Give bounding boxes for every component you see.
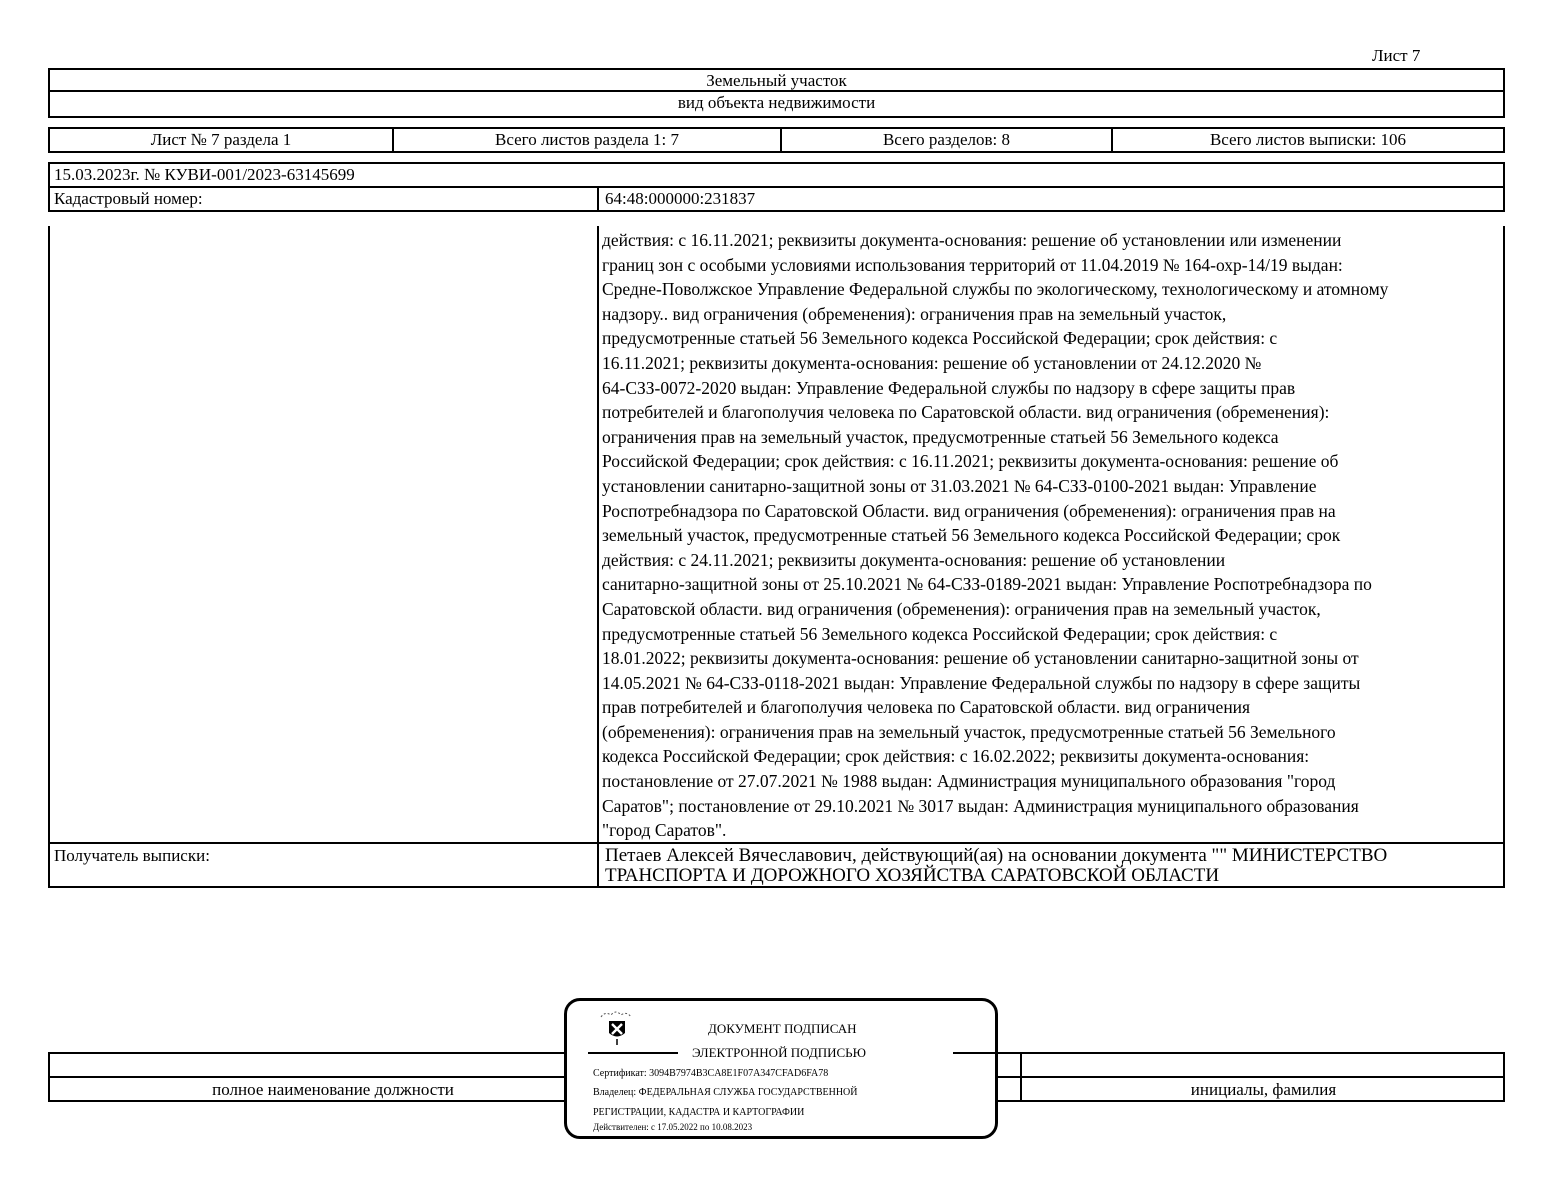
stamp-title-2: ЭЛЕКТРОННОЙ ПОДПИСЬЮ (692, 1045, 866, 1060)
column-divider (597, 226, 599, 844)
stamp-validity: Действителен: с 17.05.2022 по 10.08.2023 (593, 1122, 753, 1132)
recipient-value (601, 844, 1501, 886)
sheet-stats-row (48, 127, 1505, 153)
object-name: Земельный участок (48, 68, 1505, 92)
cadastral-label: Кадастровый номер: (50, 188, 599, 210)
stamp-line-right (953, 1052, 998, 1054)
stamp-owner-2: РЕГИСТРАЦИИ, КАДАСТРА И КАРТОГРАФИИ (593, 1107, 805, 1118)
recipient-line-1: Петаев Алексей Вячеславович, действующий(ая) на основании документа "" МИНИСТЕРСТВО (605, 845, 1388, 866)
name-caption: инициалы, фамилия (1190, 1080, 1337, 1099)
cadastral-number: 64:48:000000:231837 (605, 189, 756, 208)
stamp-certificate: Сертификат: 3094B7974B3CA8E1F07A347CFAD6FA78 (593, 1068, 829, 1079)
position-caption: полное наименование должности (212, 1080, 454, 1099)
recipient-label: Получатель выписки: (50, 844, 599, 886)
recipient-row (48, 842, 1505, 888)
sheet-of-section: Лист № 7 раздела 1 (50, 129, 394, 151)
restrictions-text: действия: с 16.11.2021; реквизиты документа-основания: решение об установлении или изменении границ зон с особыми условиями использования территорий от 11.04.2019 № 164-охр-14/19 выдан: Средне-Поволжское Управление Федеральной службы по экологическому, технологическому и атомному надзору.. вид ограничения (обременения): ограничения прав на земельный участок, предусмотренные статьей 56 Земельного кодекса Российской Федерации; срок действия: с 16.11.2021; реквизиты документа-основания: решение об установлении от 24.12.2020 № 64-СЗЗ-0072-2020 выдан: Управление Федеральной службы по надзору в сфере защиты прав потребителей и благополучия человека по Саратовской области. вид ограничения (обременения): ограничения прав на земельный участок, предусмотренные статьей 56 Земельного кодекса Российской Федерации; срок действия: с 16.11.2021; реквизиты документа-основания: решение об установлении санитарно-защитной зоны от 31.03.2021 № 64-СЗЗ-0100-2021 выдан: Управление Роспотребнадзора по Саратовской Области. вид ограничения (обременения): ограничения прав на земельный участок, предусмотренные статьей 56 Земельного кодекса Российской Федерации; срок действия: с 24.11.2021; реквизиты документа-основания: решение об установлении санитарно-защитной зоны от 25.10.2021 № 64-СЗЗ-0189-2021 выдан: Управление Роспотребнадзора по Саратовской области. вид ограничения (обременения): ограничения прав на земельный участок, предусмотренные статьей 56 Земельного кодекса Российской Федерации; срок действия: с 18.01.2022; реквизиты документа-основания: решение об установлении санитарно-защитной зоны от 14.05.2021 № 64-СЗЗ-0118-2021 выдан: Управление Федеральной службы по надзору в сфере защиты прав потребителей и благополучия человека по Саратовской области. вид ограничения (обременения): ограничения прав на земельный участок, предусмотренные статьей 56 Земельного кодекса Российской Федерации; срок действия: с 16.02.2022; реквизиты документа-основания: постановление от 27.07.2021 № 1988 выдан: Администрация муниципального образования "город Саратов"; постановление от 29.10.2021 № 3017 выдан: Администрация муниципального образования "город Саратов". (602, 230, 1389, 841)
stamp-line-left (588, 1052, 678, 1054)
total-sections: Всего разделов: 8 (782, 129, 1113, 151)
object-type-caption: вид объекта недвижимости (48, 92, 1505, 118)
stamp-title-1: ДОКУМЕНТ ПОДПИСАН (708, 1021, 857, 1036)
cadastral-row (48, 186, 1505, 212)
total-sheets-extract: Всего листов выписки: 106 (1209, 130, 1407, 149)
sheet-number: Лист 7 (1372, 46, 1421, 65)
extract-date-number: 15.03.2023г. № КУВИ-001/2023-63145699 (48, 162, 1505, 188)
e-signature-stamp (564, 998, 998, 1139)
stamp-owner-1: Владелец: ФЕДЕРАЛЬНАЯ СЛУЖБА ГОСУДАРСТВЕННОЙ (593, 1087, 858, 1098)
recipient-line-2: ТРАНСПОРТА И ДОРОЖНОГО ХОЗЯЙСТВА САРАТОВСКОЙ ОБЛАСТИ (605, 865, 1220, 886)
total-sheets-section: Всего листов раздела 1: 7 (394, 129, 782, 151)
coat-of-arms-icon (595, 1009, 637, 1045)
